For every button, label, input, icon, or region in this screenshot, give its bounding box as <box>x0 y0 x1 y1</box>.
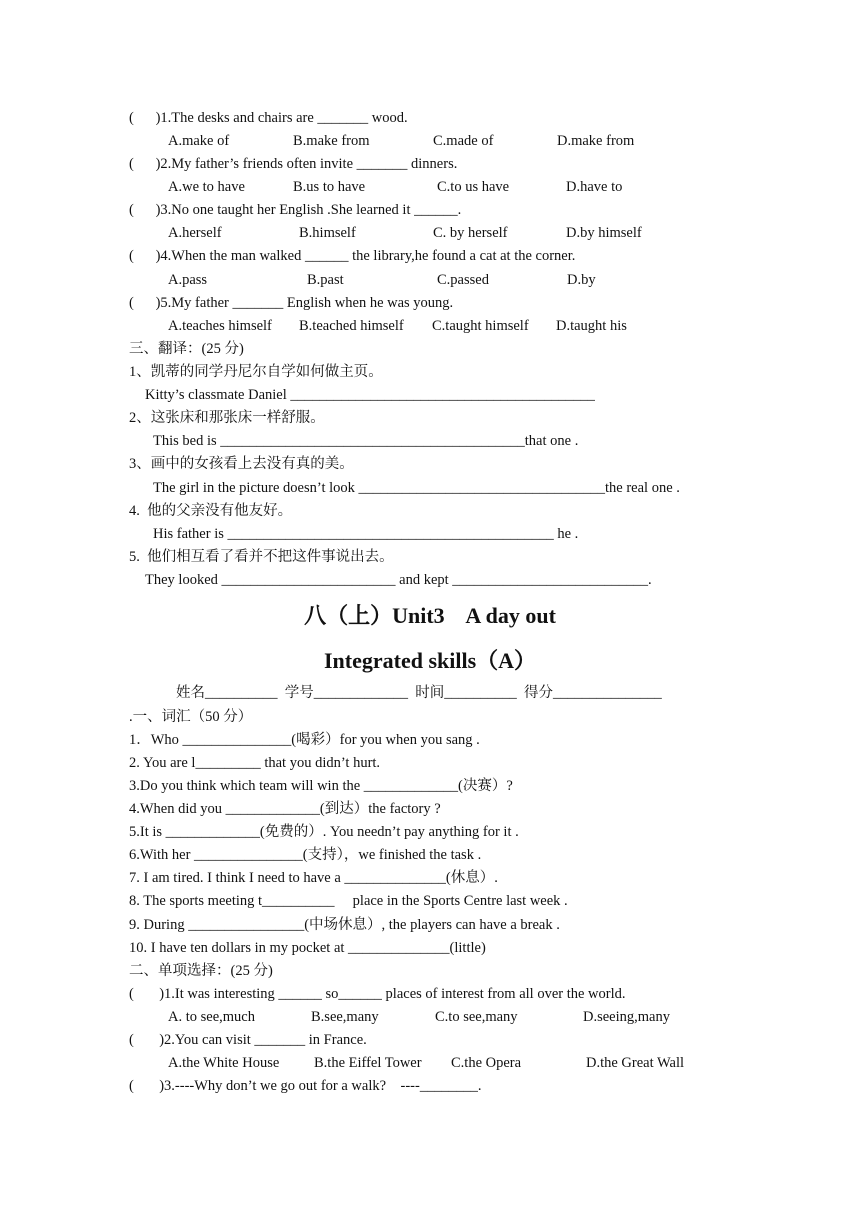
option: D.by himself <box>566 225 642 241</box>
option: B.himself <box>299 225 356 241</box>
question-stem: ( )5.My father _______ English when he was young. <box>129 295 454 311</box>
option: A.herself <box>168 225 222 241</box>
option: B.past <box>307 272 344 288</box>
section-heading: .一、词汇（50 分） <box>129 709 253 725</box>
unit-title: 八（上）Unit3 A day out <box>304 603 556 628</box>
question-stem: ( )2.My father’s friends often invite _______ dinners. <box>129 156 458 172</box>
vocab-item: 3.Do you think which team will win the _____________(决赛）? <box>129 778 513 794</box>
option: C. by herself <box>433 225 508 241</box>
option: A. to see,much <box>168 1009 255 1025</box>
option: A.the White House <box>168 1055 280 1071</box>
question-stem: ( )3.----Why don’t we go out for a walk? ----________. <box>129 1078 482 1094</box>
option: B.the Eiffel Tower <box>314 1055 422 1071</box>
vocab-item: 6.With her _______________(支持），we finished the task . <box>129 847 482 863</box>
section-title: Integrated skills（A） <box>323 648 537 673</box>
section-heading: 三、翻译：(25 分) <box>129 341 244 357</box>
option: A.we to have <box>168 179 245 195</box>
option: D.make from <box>557 133 635 149</box>
translation-prompt: 2、这张床和那张床一样舒服。 <box>129 410 325 426</box>
vocab-item: 8. The sports meeting t__________ place in the Sports Centre last week . <box>129 893 568 909</box>
option: A.make of <box>168 133 230 149</box>
option: D.the Great Wall <box>586 1055 685 1071</box>
translation-answer-line: His father is _____________________________________________ he . <box>153 526 579 542</box>
option: C.made of <box>433 133 494 149</box>
vocab-item: 4.When did you _____________(到达）the factory ? <box>129 801 441 817</box>
option: C.to us have <box>437 179 510 195</box>
translation-answer-line: The girl in the picture doesn’t look __________________________________the real one . <box>153 480 680 496</box>
vocab-item: 10. I have ten dollars in my pocket at ______________(little) <box>129 940 486 956</box>
option: C.passed <box>437 272 489 288</box>
vocab-item: 2. You are l_________ that you didn’t hurt. <box>129 755 381 771</box>
question-stem: ( )4.When the man walked ______ the library,he found a cat at the corner. <box>129 248 576 264</box>
translation-prompt: 3、画中的女孩看上去没有真的美。 <box>129 456 354 472</box>
question-stem: ( )1.It was interesting ______ so______ places of interest from all over the world. <box>129 986 626 1002</box>
translation-prompt: 5. 他们相互看了看并不把这件事说出去。 <box>129 549 394 565</box>
option: B.us to have <box>293 179 366 195</box>
vocab-item: 5.It is _____________(免费的）. You needn’t pay anything for it . <box>129 824 519 840</box>
question-stem: ( )2.You can visit _______ in France. <box>129 1032 367 1048</box>
translation-prompt: 1、凯蒂的同学丹尼尔自学如何做主页。 <box>129 364 383 380</box>
option: D.taught his <box>556 318 627 334</box>
option: B.teached himself <box>299 318 404 334</box>
option: B.make from <box>293 133 370 149</box>
option: B.see,many <box>311 1009 379 1025</box>
vocab-item: 9. During ________________(中场休息）, the players can have a break . <box>129 917 560 933</box>
option: D.have to <box>566 179 623 195</box>
translation-answer-line: This bed is __________________________________________that one . <box>153 433 579 449</box>
option: C.the Opera <box>451 1055 522 1071</box>
student-info-line: 姓名__________ 学号_____________ 时间__________ 得分_______________ <box>176 685 662 701</box>
translation-prompt: 4. 他的父亲没有他友好。 <box>129 503 293 519</box>
translation-answer-line: They looked ________________________ and kept ___________________________. <box>145 572 652 588</box>
question-stem: ( )1.The desks and chairs are _______ wood. <box>129 110 408 126</box>
option: D.by <box>567 272 596 288</box>
option: D.seeing,many <box>583 1009 670 1025</box>
vocab-item: 1．Who _______________(喝彩）for you when you sang . <box>129 732 480 748</box>
option: A.teaches himself <box>168 318 272 334</box>
option: C.taught himself <box>432 318 529 334</box>
vocab-item: 7. I am tired. I think I need to have a ______________(休息）. <box>129 870 498 886</box>
question-stem: ( )3.No one taught her English .She learned it ______. <box>129 202 462 218</box>
option: A.pass <box>168 272 208 288</box>
translation-answer-line: Kitty’s classmate Daniel __________________________________________ <box>145 387 595 403</box>
section-heading: 二、单项选择：(25 分) <box>129 963 273 979</box>
option: C.to see,many <box>435 1009 518 1025</box>
